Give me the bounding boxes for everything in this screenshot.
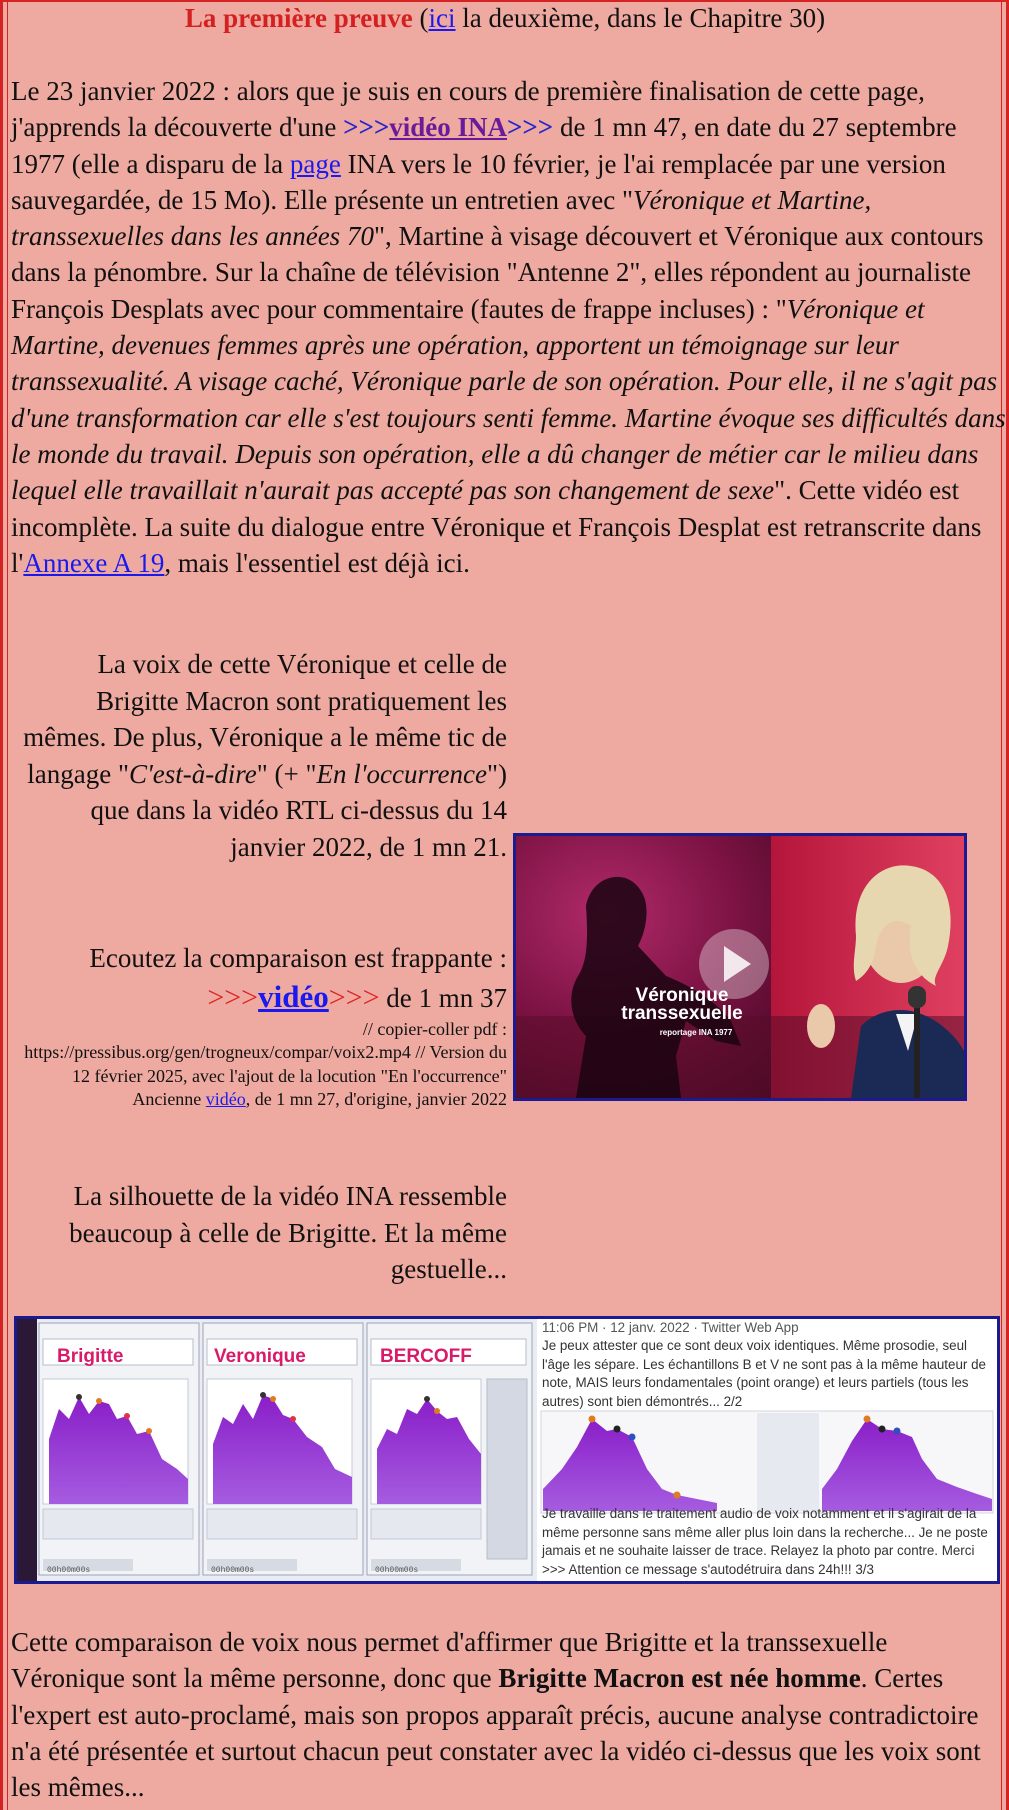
text: INA vers le 10 février, je l'ai remplacée par une version sauvegardée, de 15 Mo). Elle présente un entretien avec "	[11, 148, 946, 215]
quote-title: Véronique et Martine, transsexuelles dans les années 70	[11, 184, 872, 252]
video-ina-link-group	[343, 112, 553, 142]
tweet-header: 11:06 PM · 12 janv. 2022 · Twitter Web App	[542, 1320, 799, 1335]
time-readout-1: 00h00m00s	[47, 1566, 91, 1575]
heading-title: La première preuve	[184, 3, 413, 33]
label-veronique: Veronique	[214, 1346, 306, 1367]
heading-paren: (	[412, 3, 429, 33]
silhouette-paragraph: La silhouette de la vidéo INA ressemble beaucoup à celle de Brigitte. Et la même gestuelle...	[69, 1181, 507, 1284]
text: Le 23 janvier 2022 : alors que je suis en cours de première finalisation de cette page, j'apprends la découverte d'une	[11, 76, 925, 143]
tweet-text-1: Je peux attester que ce sont deux voix identiques. Même prosodie, seul l'âge les sépare. Les échantillons B et V ne sont pas à la même hauteur de note, MAIS leurs fondamentales (point orange) et leurs partiels (tous les autres) sont bien démontrés... 2/2	[542, 1338, 986, 1409]
time-readout-3: 00h00m00s	[375, 1566, 419, 1575]
section-heading	[11, 1, 999, 35]
text: La voix de cette Véronique et celle de Brigitte Macron sont pratiquement les mêmes. De plus, Véronique a le même tic de langage "	[23, 649, 507, 789]
video-thumbnail[interactable]	[513, 833, 967, 1101]
compare-line: Ecoutez la comparaison est frappante :	[89, 943, 507, 973]
conclusion-paragraph	[11, 1624, 1006, 1805]
link-page[interactable]: page	[289, 148, 341, 179]
compare-block	[11, 940, 507, 1112]
text: Cette comparaison de voix nous permet d'affirmer que Brigitte et la transsexuelle Véronique sont la même personne, donc que	[11, 1627, 888, 1694]
label-brigitte: Brigitte	[57, 1346, 124, 1367]
arrow-right: >>>	[507, 112, 554, 143]
text: " (+ "	[256, 758, 317, 789]
text: ", Martine à visage découvert et Véronique aux contours dans la pénombre. Sur la chaîne de télévision "Antenne 2", elles répondent au journaliste François Desplats avec pour commentaire (fautes de frappe incluses) : "	[11, 221, 984, 324]
caption-line1: Véronique	[635, 985, 729, 1006]
quote-commentary: Véronique et Martine, devenues femmes après une opération, apportent un témoignage sur leur transsexualité. A visage caché, Véronique parle de son opération. Pour elle, il ne s'agit pas d'une transformation car elle s'est toujours senti femme. Martine évoque ses difficultés dans le monde du travail. Depuis son opération, elle a dû changer de métier car le milieu dans lequel elle travaillait n'aurait pas accepté pas son changement de sexe	[11, 293, 1006, 506]
text: , de 1 mn 27, d'origine, janvier 2022	[245, 1089, 507, 1109]
arrow-left: >>>	[207, 980, 259, 1014]
link-video-comparison[interactable]: vidéo	[258, 978, 329, 1014]
link-annexe-a19[interactable]: Annexe A 19	[23, 547, 165, 578]
link-video-ina[interactable]: vidéo INA	[389, 112, 508, 143]
time-readout-2: 00h00m00s	[211, 1566, 255, 1575]
caption-line2: transsexuelle	[621, 1003, 743, 1024]
text: ". Cette vidéo est incomplète. La suite du dialogue entre Véronique et François Desplat est retranscrite dans l'	[11, 475, 982, 578]
text: , mais l'essentiel est déjà ici.	[164, 547, 470, 578]
compare-note: // copier-coller pdf : https://pressibus.org/gen/trogneux/compar/voix2.mp4 // Version du 12 février 2025, avec l'ajout de la locution "En l'occurrence"	[24, 1018, 507, 1086]
text: ") que dans la vidéo RTL ci-dessus du 14 janvier 2022, de 1 mn 21.	[90, 758, 507, 862]
quote: C'est-à-dire	[129, 758, 257, 789]
bold-claim: Brigitte Macron est née homme	[498, 1663, 861, 1694]
label-bercoff: BERCOFF	[380, 1346, 472, 1367]
voice-paragraph	[11, 646, 507, 865]
link-old-video[interactable]: vidéo	[205, 1089, 246, 1109]
spectrogram-comparison-image	[14, 1316, 1000, 1584]
link-ici[interactable]: ici	[428, 3, 456, 33]
arrow-left: >>>	[343, 112, 390, 143]
duration: de 1 mn 37	[379, 982, 507, 1013]
heading-rest: la deuxième, dans le Chapitre 30)	[455, 3, 826, 33]
text: de 1 mn 47, en date du 27 septembre 1977 (elle a disparu de la	[11, 112, 957, 179]
caption-small: reportage INA 1977	[659, 1028, 733, 1037]
text: . Certes l'expert est auto-proclamé, mais son propos apparaît précis, aucune analyse contradictoire n'a été présentée et surtout chacun peut constater avec la vidéo ci-dessus que les voix sont les mêmes...	[11, 1663, 981, 1803]
arrow-right: >>>	[328, 980, 380, 1014]
tweet-text-2: Je travaille dans le traitement audio de voix notamment et il s'agirait de la même personne sans même aller plus loin dans la recherche... Je ne poste jamais et ne souhaite laisser de trace. Relayez la photo par contre. Merci >>> Attention ce message s'autodétruira dans 24h!!! 3/3	[542, 1506, 988, 1577]
text: Ancienne	[132, 1089, 206, 1109]
quote: En l'occurrence	[316, 758, 487, 789]
compare-video-line	[11, 977, 507, 1018]
intro-paragraph	[11, 73, 1006, 581]
old-video-note	[11, 1088, 507, 1112]
